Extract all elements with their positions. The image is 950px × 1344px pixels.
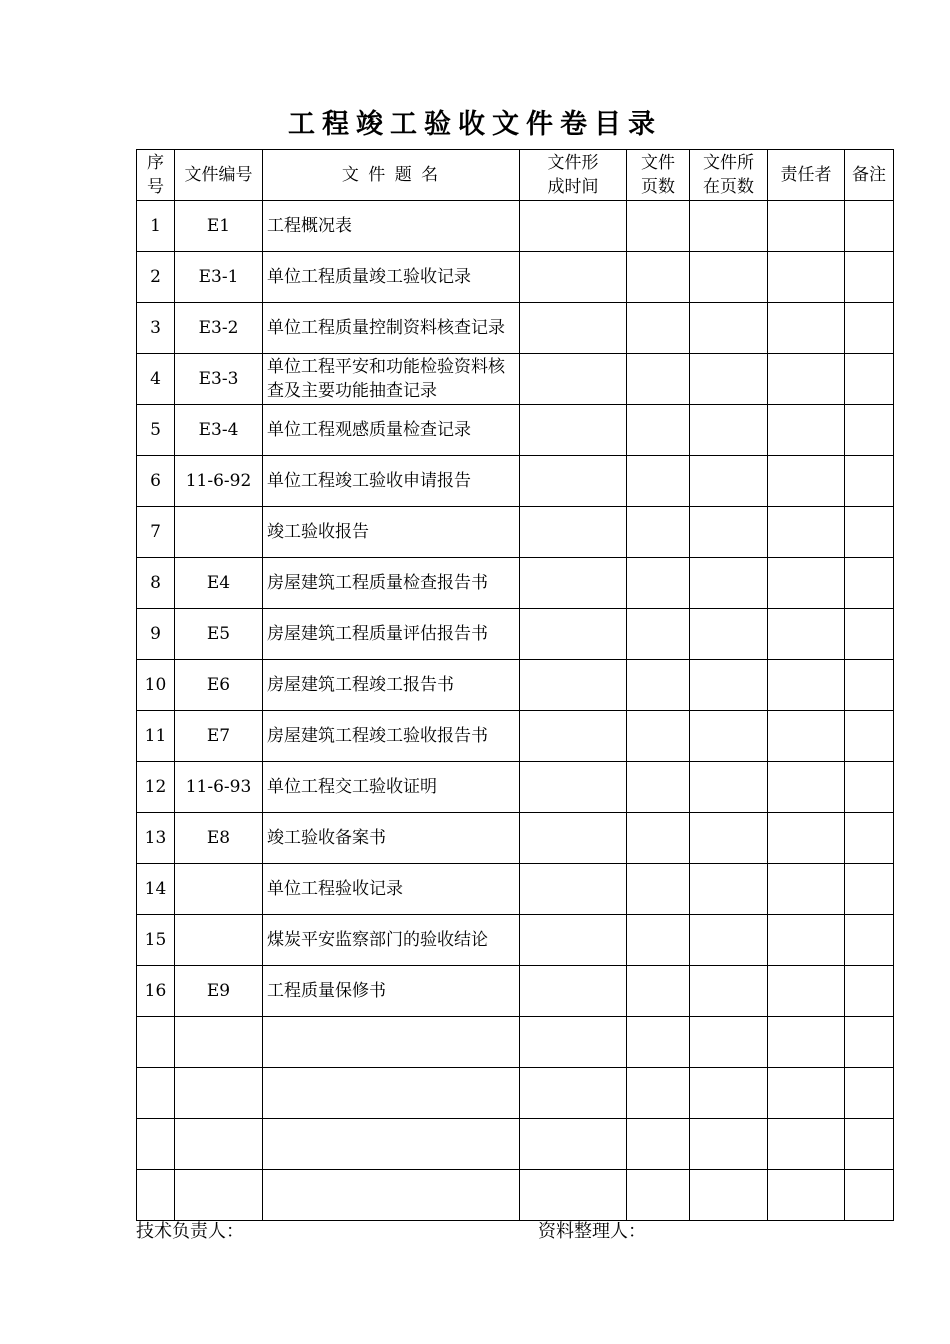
- cell-name: 单位工程质量控制资料核查记录: [263, 303, 520, 354]
- cell-code: E5: [175, 609, 263, 660]
- cell-seq: 2: [137, 252, 175, 303]
- cell-name: 竣工验收报告: [263, 507, 520, 558]
- document-title: 工程竣工验收文件卷目录: [288, 109, 662, 140]
- cell-note: [845, 1170, 894, 1221]
- cell-code: [175, 1017, 263, 1068]
- cell-note: [845, 1068, 894, 1119]
- cell-name: [263, 1119, 520, 1170]
- cell-note: [845, 660, 894, 711]
- cell-name: 工程概况表: [263, 201, 520, 252]
- cell-code: E7: [175, 711, 263, 762]
- cell-pages: [627, 660, 690, 711]
- cell-date: [520, 966, 627, 1017]
- cell-date: [520, 354, 627, 405]
- cell-seq: 8: [137, 558, 175, 609]
- table-row: [137, 1017, 894, 1068]
- cell-owner: [768, 762, 845, 813]
- cell-note: [845, 762, 894, 813]
- table-row: [137, 303, 894, 354]
- cell-code: E3-1: [175, 252, 263, 303]
- cell-seq: 15: [137, 915, 175, 966]
- cell-code: E3-3: [175, 354, 263, 405]
- table-row: [137, 201, 894, 252]
- header-page-at: 文件所在页数: [690, 150, 768, 201]
- cell-date: [520, 507, 627, 558]
- cell-seq: [137, 1068, 175, 1119]
- table-row: [137, 864, 894, 915]
- cell-owner: [768, 813, 845, 864]
- cell-note: [845, 405, 894, 456]
- organizer-label: 资料整理人：: [538, 1221, 646, 1242]
- cell-seq: 11: [137, 711, 175, 762]
- cell-page-at: [690, 354, 768, 405]
- cell-pages: [627, 915, 690, 966]
- table-row: [137, 456, 894, 507]
- cell-name: 竣工验收备案书: [263, 813, 520, 864]
- cell-name: 煤炭平安监察部门的验收结论: [263, 915, 520, 966]
- cell-page-at: [690, 1170, 768, 1221]
- cell-name: 单位工程平安和功能检验资料核查及主要功能抽查记录: [263, 354, 520, 405]
- cell-page-at: [690, 864, 768, 915]
- cell-note: [845, 456, 894, 507]
- cell-pages: [627, 252, 690, 303]
- cell-note: [845, 201, 894, 252]
- cell-note: [845, 507, 894, 558]
- table-row: [137, 660, 894, 711]
- cell-owner: [768, 1068, 845, 1119]
- cell-owner: [768, 252, 845, 303]
- cell-pages: [627, 1017, 690, 1068]
- cell-note: [845, 609, 894, 660]
- cell-pages: [627, 864, 690, 915]
- cell-date: [520, 762, 627, 813]
- header-code: 文件编号: [175, 150, 263, 201]
- cell-pages: [627, 303, 690, 354]
- cell-page-at: [690, 201, 768, 252]
- cell-date: [520, 1119, 627, 1170]
- cell-code: 11-6-92: [175, 456, 263, 507]
- cell-seq: 9: [137, 609, 175, 660]
- cell-page-at: [690, 966, 768, 1017]
- cell-name: [263, 1068, 520, 1119]
- header-note: 备注: [845, 150, 894, 201]
- cell-name: [263, 1170, 520, 1221]
- cell-owner: [768, 609, 845, 660]
- cell-seq: 12: [137, 762, 175, 813]
- cell-owner: [768, 1119, 845, 1170]
- cell-date: [520, 558, 627, 609]
- catalog-table: [136, 149, 894, 1221]
- cell-date: [520, 864, 627, 915]
- cell-owner: [768, 1170, 845, 1221]
- table-row: [137, 609, 894, 660]
- cell-pages: [627, 1119, 690, 1170]
- cell-note: [845, 915, 894, 966]
- cell-seq: 5: [137, 405, 175, 456]
- cell-owner: [768, 915, 845, 966]
- cell-pages: [627, 1068, 690, 1119]
- cell-name: 单位工程竣工验收申请报告: [263, 456, 520, 507]
- cell-name: 工程质量保修书: [263, 966, 520, 1017]
- cell-page-at: [690, 456, 768, 507]
- cell-pages: [627, 558, 690, 609]
- table-row: [137, 507, 894, 558]
- table-row: [137, 966, 894, 1017]
- cell-code: E3-2: [175, 303, 263, 354]
- cell-page-at: [690, 813, 768, 864]
- cell-page-at: [690, 252, 768, 303]
- cell-name: 单位工程验收记录: [263, 864, 520, 915]
- table-row: [137, 558, 894, 609]
- cell-pages: [627, 609, 690, 660]
- cell-pages: [627, 201, 690, 252]
- cell-name: 房屋建筑工程竣工验收报告书: [263, 711, 520, 762]
- cell-note: [845, 1017, 894, 1068]
- table-row: [137, 1170, 894, 1221]
- cell-pages: [627, 405, 690, 456]
- cell-owner: [768, 660, 845, 711]
- table-row: [137, 915, 894, 966]
- header-pages: 文件页数: [627, 150, 690, 201]
- cell-owner: [768, 966, 845, 1017]
- cell-seq: 14: [137, 864, 175, 915]
- cell-code: [175, 915, 263, 966]
- cell-date: [520, 1068, 627, 1119]
- cell-date: [520, 405, 627, 456]
- cell-date: [520, 915, 627, 966]
- cell-pages: [627, 1170, 690, 1221]
- cell-owner: [768, 303, 845, 354]
- cell-note: [845, 354, 894, 405]
- cell-name: 单位工程质量竣工验收记录: [263, 252, 520, 303]
- cell-note: [845, 711, 894, 762]
- header-name: 文 件 题 名: [263, 150, 520, 201]
- cell-page-at: [690, 915, 768, 966]
- cell-note: [845, 303, 894, 354]
- cell-date: [520, 303, 627, 354]
- cell-code: E3-4: [175, 405, 263, 456]
- cell-page-at: [690, 1119, 768, 1170]
- cell-seq: 6: [137, 456, 175, 507]
- cell-note: [845, 558, 894, 609]
- cell-date: [520, 201, 627, 252]
- cell-seq: 13: [137, 813, 175, 864]
- cell-seq: 7: [137, 507, 175, 558]
- cell-owner: [768, 405, 845, 456]
- cell-page-at: [690, 762, 768, 813]
- cell-seq: 1: [137, 201, 175, 252]
- table-row: [137, 1119, 894, 1170]
- cell-code: [175, 1119, 263, 1170]
- cell-code: [175, 1068, 263, 1119]
- cell-date: [520, 609, 627, 660]
- cell-note: [845, 813, 894, 864]
- cell-note: [845, 864, 894, 915]
- cell-owner: [768, 711, 845, 762]
- cell-code: [175, 1170, 263, 1221]
- cell-owner: [768, 456, 845, 507]
- table-row: [137, 762, 894, 813]
- table-row: [137, 252, 894, 303]
- cell-seq: 3: [137, 303, 175, 354]
- cell-note: [845, 1119, 894, 1170]
- cell-owner: [768, 1017, 845, 1068]
- cell-seq: 10: [137, 660, 175, 711]
- cell-seq: 4: [137, 354, 175, 405]
- cell-page-at: [690, 507, 768, 558]
- cell-page-at: [690, 405, 768, 456]
- cell-owner: [768, 864, 845, 915]
- tech-lead-label: 技术负责人：: [136, 1221, 244, 1242]
- cell-seq: [137, 1119, 175, 1170]
- cell-date: [520, 252, 627, 303]
- cell-pages: [627, 456, 690, 507]
- cell-date: [520, 813, 627, 864]
- catalog-body: [137, 201, 894, 1221]
- table-row: [137, 1068, 894, 1119]
- cell-page-at: [690, 711, 768, 762]
- cell-name: [263, 1017, 520, 1068]
- cell-owner: [768, 507, 845, 558]
- cell-seq: 16: [137, 966, 175, 1017]
- cell-seq: [137, 1170, 175, 1221]
- table-row: [137, 711, 894, 762]
- header-date: 文件形成时间: [520, 150, 627, 201]
- cell-name: 房屋建筑工程质量评估报告书: [263, 609, 520, 660]
- cell-name: 单位工程交工验收证明: [263, 762, 520, 813]
- cell-date: [520, 711, 627, 762]
- cell-seq: [137, 1017, 175, 1068]
- cell-owner: [768, 201, 845, 252]
- cell-page-at: [690, 558, 768, 609]
- cell-name: 房屋建筑工程质量检查报告书: [263, 558, 520, 609]
- cell-date: [520, 456, 627, 507]
- cell-page-at: [690, 660, 768, 711]
- table-row: [137, 813, 894, 864]
- cell-code: E4: [175, 558, 263, 609]
- header-seq: 序号: [137, 150, 175, 201]
- cell-code: E6: [175, 660, 263, 711]
- cell-name: 单位工程观感质量检查记录: [263, 405, 520, 456]
- cell-pages: [627, 507, 690, 558]
- cell-name: 房屋建筑工程竣工报告书: [263, 660, 520, 711]
- cell-code: [175, 507, 263, 558]
- cell-pages: [627, 711, 690, 762]
- cell-date: [520, 1017, 627, 1068]
- cell-pages: [627, 813, 690, 864]
- cell-owner: [768, 354, 845, 405]
- cell-code: E1: [175, 201, 263, 252]
- cell-code: 11-6-93: [175, 762, 263, 813]
- table-row: [137, 405, 894, 456]
- cell-pages: [627, 762, 690, 813]
- table-header-row: [137, 150, 894, 201]
- cell-code: E9: [175, 966, 263, 1017]
- cell-date: [520, 660, 627, 711]
- table-row: [137, 354, 894, 405]
- cell-page-at: [690, 1068, 768, 1119]
- cell-pages: [627, 354, 690, 405]
- cell-page-at: [690, 303, 768, 354]
- cell-code: [175, 864, 263, 915]
- cell-pages: [627, 966, 690, 1017]
- header-owner: 责任者: [768, 150, 845, 201]
- cell-note: [845, 966, 894, 1017]
- cell-date: [520, 1170, 627, 1221]
- cell-page-at: [690, 609, 768, 660]
- cell-code: E8: [175, 813, 263, 864]
- cell-owner: [768, 558, 845, 609]
- cell-note: [845, 252, 894, 303]
- cell-page-at: [690, 1017, 768, 1068]
